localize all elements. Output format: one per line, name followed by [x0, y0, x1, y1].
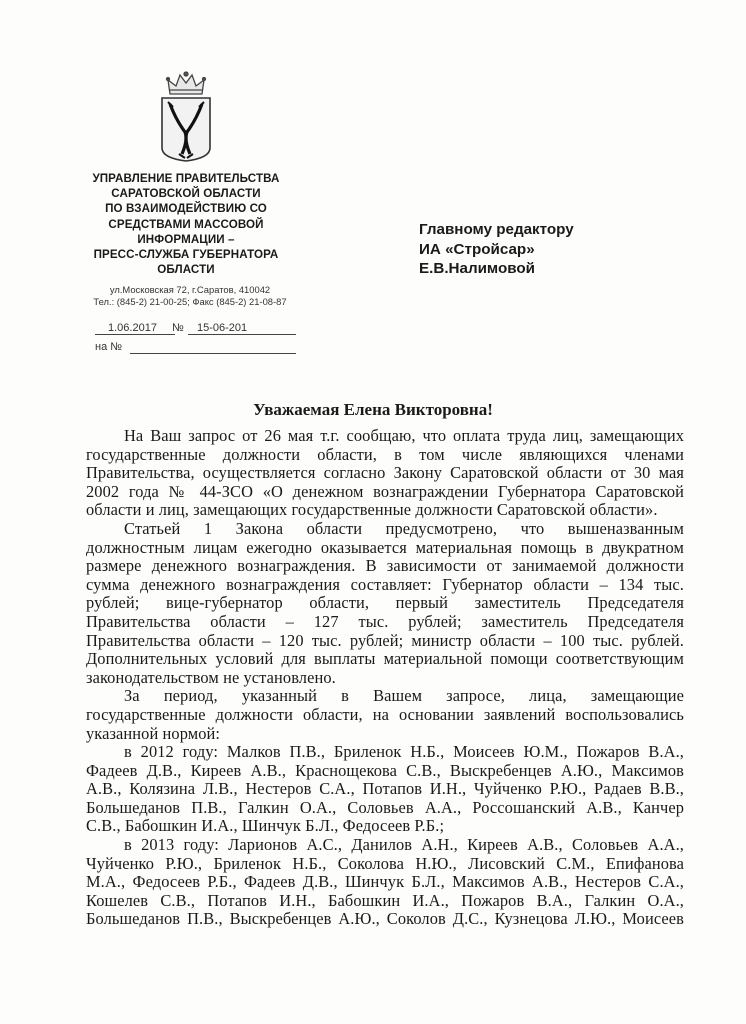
number-label: №	[172, 322, 184, 334]
body-line: Большеданов П.В., Выскребенцев А.Ю., Соколов Д.С., Кузнецова Л.Ю., Моисеев	[86, 909, 684, 929]
body-line: в 2013 году: Ларионов А.С., Данилов А.Н., Киреев А.В., Соловьев А.А.,	[124, 835, 684, 855]
org-name-line: ПРЕСС-СЛУЖБА ГУБЕРНАТОРА	[93, 248, 279, 262]
body-line: М.А., Федосеев Р.Б., Фадеев Д.В., Шинчук Б.Л., Максимов А.В., Нестеров С.А.,	[86, 872, 684, 892]
body-line: Кошелев С.В., Потапов И.Н., Бабошкин И.А., Пожаров В.А., Галкин О.А.,	[86, 890, 684, 910]
body-line: должностным лицам ежегодно оказывается материальная помощь в двукратном	[86, 537, 684, 557]
body-line: Фадеев Д.В., Киреев А.В., Краснощекова С.В., Выскребенцев А.Ю., Максимов	[86, 760, 684, 780]
body-line: С.В., Бабошкин И.А., Шинчук Б.Л., Федосеев Р.Б.;	[86, 816, 445, 836]
org-name-line: ПО ВЗАИМОДЕЙСТВИЮ СО	[105, 202, 267, 216]
body-line: А.В., Колязина Л.В., Нестеров С.А., Потапов И.Н., Чуйченко Р.Ю., Радаев В.В.,	[86, 779, 684, 799]
body-line: Чуйченко Р.Ю., Бриленок Н.Б., Соколова Н.Ю., Лисовский С.М., Епифанова	[86, 853, 684, 873]
salutation: Уважаемая Елена Викторовна!	[253, 400, 493, 419]
body-line: законодательством не установлено.	[86, 667, 336, 687]
number-underline	[188, 334, 296, 335]
body-line: размере денежного вознаграждения. В зависимости от занимаемой должности	[86, 556, 684, 576]
document-date: 1.06.2017	[108, 322, 157, 334]
org-name-line: ОБЛАСТИ	[157, 263, 215, 277]
recipient-name: Е.В.Налимовой	[419, 260, 535, 278]
body-line: Дополнительных условий для выплаты материальной помощи соответствующим	[86, 649, 684, 669]
org-name-line: УПРАВЛЕНИЕ ПРАВИТЕЛЬСТВА	[92, 172, 280, 185]
organization-contacts	[90, 284, 290, 309]
org-name-line: СРЕДСТВАМИ МАССОВОЙ	[108, 217, 264, 231]
body-line: Статьей 1 Закона области предусмотрено, что вышеназванным	[124, 518, 684, 538]
body-line: Правительства, осуществляется согласно Закону Саратовской области от 30 мая	[86, 463, 684, 483]
org-phone: Тел.: (845-2) 21-00-25; Факс (845-2) 21-08-87	[93, 296, 287, 308]
org-name-line: ИНФОРМАЦИИ –	[137, 232, 235, 246]
body-line: На Ваш запрос от 26 мая т.г. сообщаю, что оплата труда лиц, замещающих	[124, 426, 684, 445]
recipient-block	[419, 220, 619, 279]
body-line: 2002 года № 44-ЗСО «О денежном вознаграждении Губернатора Саратовской	[86, 481, 684, 501]
reply-to-label: на №	[95, 341, 123, 353]
recipient-position: Главному редактору	[419, 221, 574, 238]
org-name-line: САРАТОВСКОЙ ОБЛАСТИ	[111, 187, 261, 201]
body-line: области и лиц, замещающих государственные должности Саратовской области».	[86, 500, 658, 520]
body-line: Большеданов П.В., Галкин О.А., Соловьев А.А., Россошанский А.В., Канчер	[86, 797, 684, 817]
body-line: государственные должности области, на основании заявлений воспользовались	[86, 704, 684, 724]
org-address: ул.Московская 72, г.Саратов, 410042	[109, 284, 271, 295]
organization-name	[60, 171, 312, 277]
body-line: государственные должности области, в том числе являющихся членами	[86, 444, 684, 464]
body-line: рублей; вице-губернатор области, первый заместитель Председателя	[86, 593, 684, 613]
body-line: в 2012 году: Малков П.В., Бриленок Н.Б., Моисеев Ю.М., Пожаров В.А.,	[124, 742, 684, 762]
body-line: Правительства области – 120 тыс. рублей; министр области – 100 тыс. рублей.	[86, 630, 684, 650]
letter-body	[86, 427, 684, 929]
recipient-organization: ИА «Стройсар»	[419, 240, 535, 258]
date-underline	[95, 334, 175, 335]
body-line: указанной нормой:	[86, 723, 221, 743]
reply-number-underline	[130, 353, 296, 354]
body-line: сумма денежного вознаграждения составляет: Губернатор области – 134 тыс.	[86, 574, 684, 594]
coat-of-arms-emblem	[158, 70, 214, 162]
document-number: 15-06-201	[197, 322, 248, 334]
body-line: За период, указанный в Вашем запросе, лица, замещающие	[124, 686, 684, 706]
body-line: Правительства области – 127 тыс. рублей; заместитель Председателя	[86, 611, 684, 631]
